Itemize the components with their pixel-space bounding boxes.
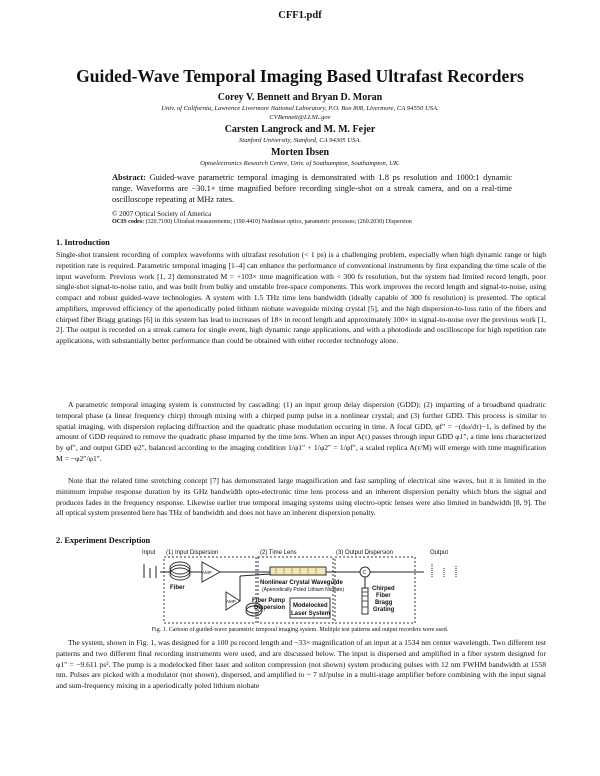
author-email[interactable]: CVBennett@LLNL.gov bbox=[269, 114, 331, 121]
fig-label-output: Output bbox=[430, 550, 449, 556]
author-line-1: Corey V. Bennett and Bryan D. Moran bbox=[217, 92, 383, 103]
abstract-text: Guided-wave parametric temporal imaging is demonstrated with 1.8 ps resolution and 1000:1 dynamic range. Waveforms are −30.1× time magnified before recording single-shot on a streak camera, and on a real-time oscilloscope repeating at MHz rates. bbox=[112, 173, 512, 204]
fig-label-laser-1: Modelocked bbox=[293, 603, 328, 609]
intro-paragraph-3: Note that the related time stretching concept [7] has demonstrated large magnification and fast sampling of electrical sine waves, but it is limited in the minimum impulse response duration by its GHz bandwidth opto-electronic time lens process and an inherent dispersion penalty which blurs the signal and produces fades in the frequency response. Likewise earlier true temporal imaging systems using electro-optic lenses were also limited in bandwidth [8, 9]. The all optical system presented here has THz of bandwidth and does not have an inherent dispersion penalty. bbox=[56, 476, 546, 518]
fig-label-pump-amp: AMP bbox=[226, 599, 236, 604]
fig-label-output-dispersion: (3) Output Dispersion bbox=[336, 550, 394, 556]
fig-label-amp: AMP bbox=[202, 570, 212, 575]
figure-1-caption: Fig. 1. Cartoon of guided-wave parametric temporal imaging system. Multiple test patterns and output recorders were used. bbox=[151, 627, 449, 633]
fig-label-grating-4: Grating bbox=[373, 607, 395, 613]
affiliation-2: Stanford University, Stanford, CA 94305 USA. bbox=[238, 137, 362, 144]
fig-label-time-lens: (2) Time Lens bbox=[260, 550, 297, 556]
paper-title: Guided-Wave Temporal Imaging Based Ultrafast Recorders bbox=[76, 66, 524, 86]
fig-label-grating-3: Bragg bbox=[375, 600, 393, 606]
author-line-3: Morten Ibsen bbox=[270, 147, 330, 158]
fig-label-crystal-sub: (Aperiodically Poled Lithium Niobate) bbox=[262, 587, 344, 593]
fig-label-crystal: Nonlinear Crystal Waveguide bbox=[260, 580, 343, 586]
section-heading-experiment: 2. Experiment Description bbox=[56, 536, 151, 545]
fig-label-circulator: C bbox=[362, 570, 367, 576]
figure-1-diagram bbox=[140, 546, 470, 626]
chirped-grating-icon bbox=[362, 588, 368, 614]
fig-label-input-dispersion: (1) Input Dispersion bbox=[166, 550, 219, 556]
intro-paragraph-1: Single-shot transient recording of complex waveforms with ultrafast resolution (< 1 ps) is a challenging problem, especially when high dynamic range or high repetition rate is required. Parametric temporal imaging [1–4] can enhance the performance of conventional instruments by first expanding the time scale of the input waveform. Previous work [1, 2] demonstrated M = +103× time magnification with < 300 fs resolution, but the system had limited record length, poor single-shot signal-to-noise ratio, and was built from bulky and unstable free-space components. This work improves the record length and signal-to-noise, using compact and robust guided-wave technologies. A system with 1.5 THz time lens bandwidth (ideally capable of 300 fs resolution) is presented. The optical amplifiers, improved efficiency of the aperiodically poled lithium niobate waveguide mixing crystal [5], and the high dispersion-to-loss ratio of the fibers and chirped fiber Bragg gratings [6] in this system has lead to increases of 18× in record length and approximately 100× in signal-to-noise over the previous work [1, 2]. The output is recorded on a streak camera for single event, high dynamic range applications, and with a photodiode and oscilloscope for high repetition rate applications, with substantially better performance than could be obtained with either recorder technology alone. bbox=[56, 250, 546, 345]
ocis-text: (320.7100) Ultrafast measurements; (190.4410) Nonlinear optics, parametric processes; (260.2030) Dispersion bbox=[145, 219, 412, 225]
running-header: CFF1.pdf bbox=[278, 10, 322, 21]
ocis-label: OCIS codes: bbox=[112, 219, 145, 225]
waveguide-crystal bbox=[270, 567, 326, 575]
intro-paragraph-2: A parametric temporal imaging system is constructed by cascading: (1) an input group delay dispersion (GDD); (2) imparting of a broadband quadratic temporal phase (a linear frequency chirp) through mixing with a chirped pump pulse in a nonlinear crystal; and (3) further GDD. This process is similar to spatial imaging, with dispersion replacing diffraction and the quadratic phase modulation occuring in time. A focal GDD, φf″ = −(dω/dτ)−1, is defined by the amount of GDD required to remove the quadratic phase imparted by the time lens. When an input A(τ) passes through input GDD φ1″, a time lens characterized by φf″, and output GDD φ2″, balanced according to the imaging condition 1/φ1″ + 1/φ2″ = 1/φf″, a scaled replica A(τ/M) will emerge with time magnification M = −φ2″/φ1″. bbox=[56, 400, 546, 463]
fig-label-pump-dispersion-2: Dispersion bbox=[254, 605, 286, 611]
affiliation-1: Univ. of California, Lawrence Livermore National Laboratory, P.O. Box 808, Livermore, CA 94550 USA. bbox=[161, 105, 439, 112]
experiment-paragraph-1: The system, shown in Fig. 1, was designed for a 100 ps record length and −33× magnification of an input at a 1534 nm center wavelength. Two different test patterns and two different final recording instruments were used, and are discussed below. The input is dispersed and amplified in a fiber system designed for φ1″ = −9.611 ps². The pump is a modelocked fiber laser and soliton compression (not shown) system producing pulses with 12 nm FWHM bandwidth at 1558 nm. Pulses are picked with a modulator (not shown), dispersed, and amplified to ~ 7 nJ/pulse in a multi-stage amplifier before combining with the input signal and sum-frequency mixing in a aperiodically poled lithium niobate bbox=[56, 638, 546, 690]
fig-label-grating-2: Fiber bbox=[376, 593, 391, 599]
abstract bbox=[112, 172, 512, 205]
pump-path-segment bbox=[240, 574, 270, 576]
copyright-notice: © 2007 Optical Society of America bbox=[112, 210, 212, 218]
fig-label-laser-2: Laser System bbox=[291, 611, 331, 617]
affiliation-3: Optoelectronics Research Centre, Univ. of Southampton, Southampton, UK. bbox=[200, 160, 400, 167]
abstract-label: Abstract: bbox=[112, 173, 146, 182]
fiber-spool-icon bbox=[170, 562, 190, 580]
fig-label-pump-dispersion-1: Fiber Pump bbox=[252, 598, 286, 604]
section-heading-introduction: 1. Introduction bbox=[56, 238, 110, 247]
output-waveform bbox=[432, 564, 456, 578]
fig-label-input: Input bbox=[142, 550, 156, 556]
fig-label-grating-1: Chirped bbox=[372, 586, 395, 592]
fig-label-fiber: Fiber bbox=[170, 585, 185, 591]
author-line-2: Carsten Langrock and M. M. Fejer bbox=[224, 124, 376, 135]
input-waveform bbox=[144, 564, 156, 578]
ocis-codes bbox=[112, 219, 532, 225]
